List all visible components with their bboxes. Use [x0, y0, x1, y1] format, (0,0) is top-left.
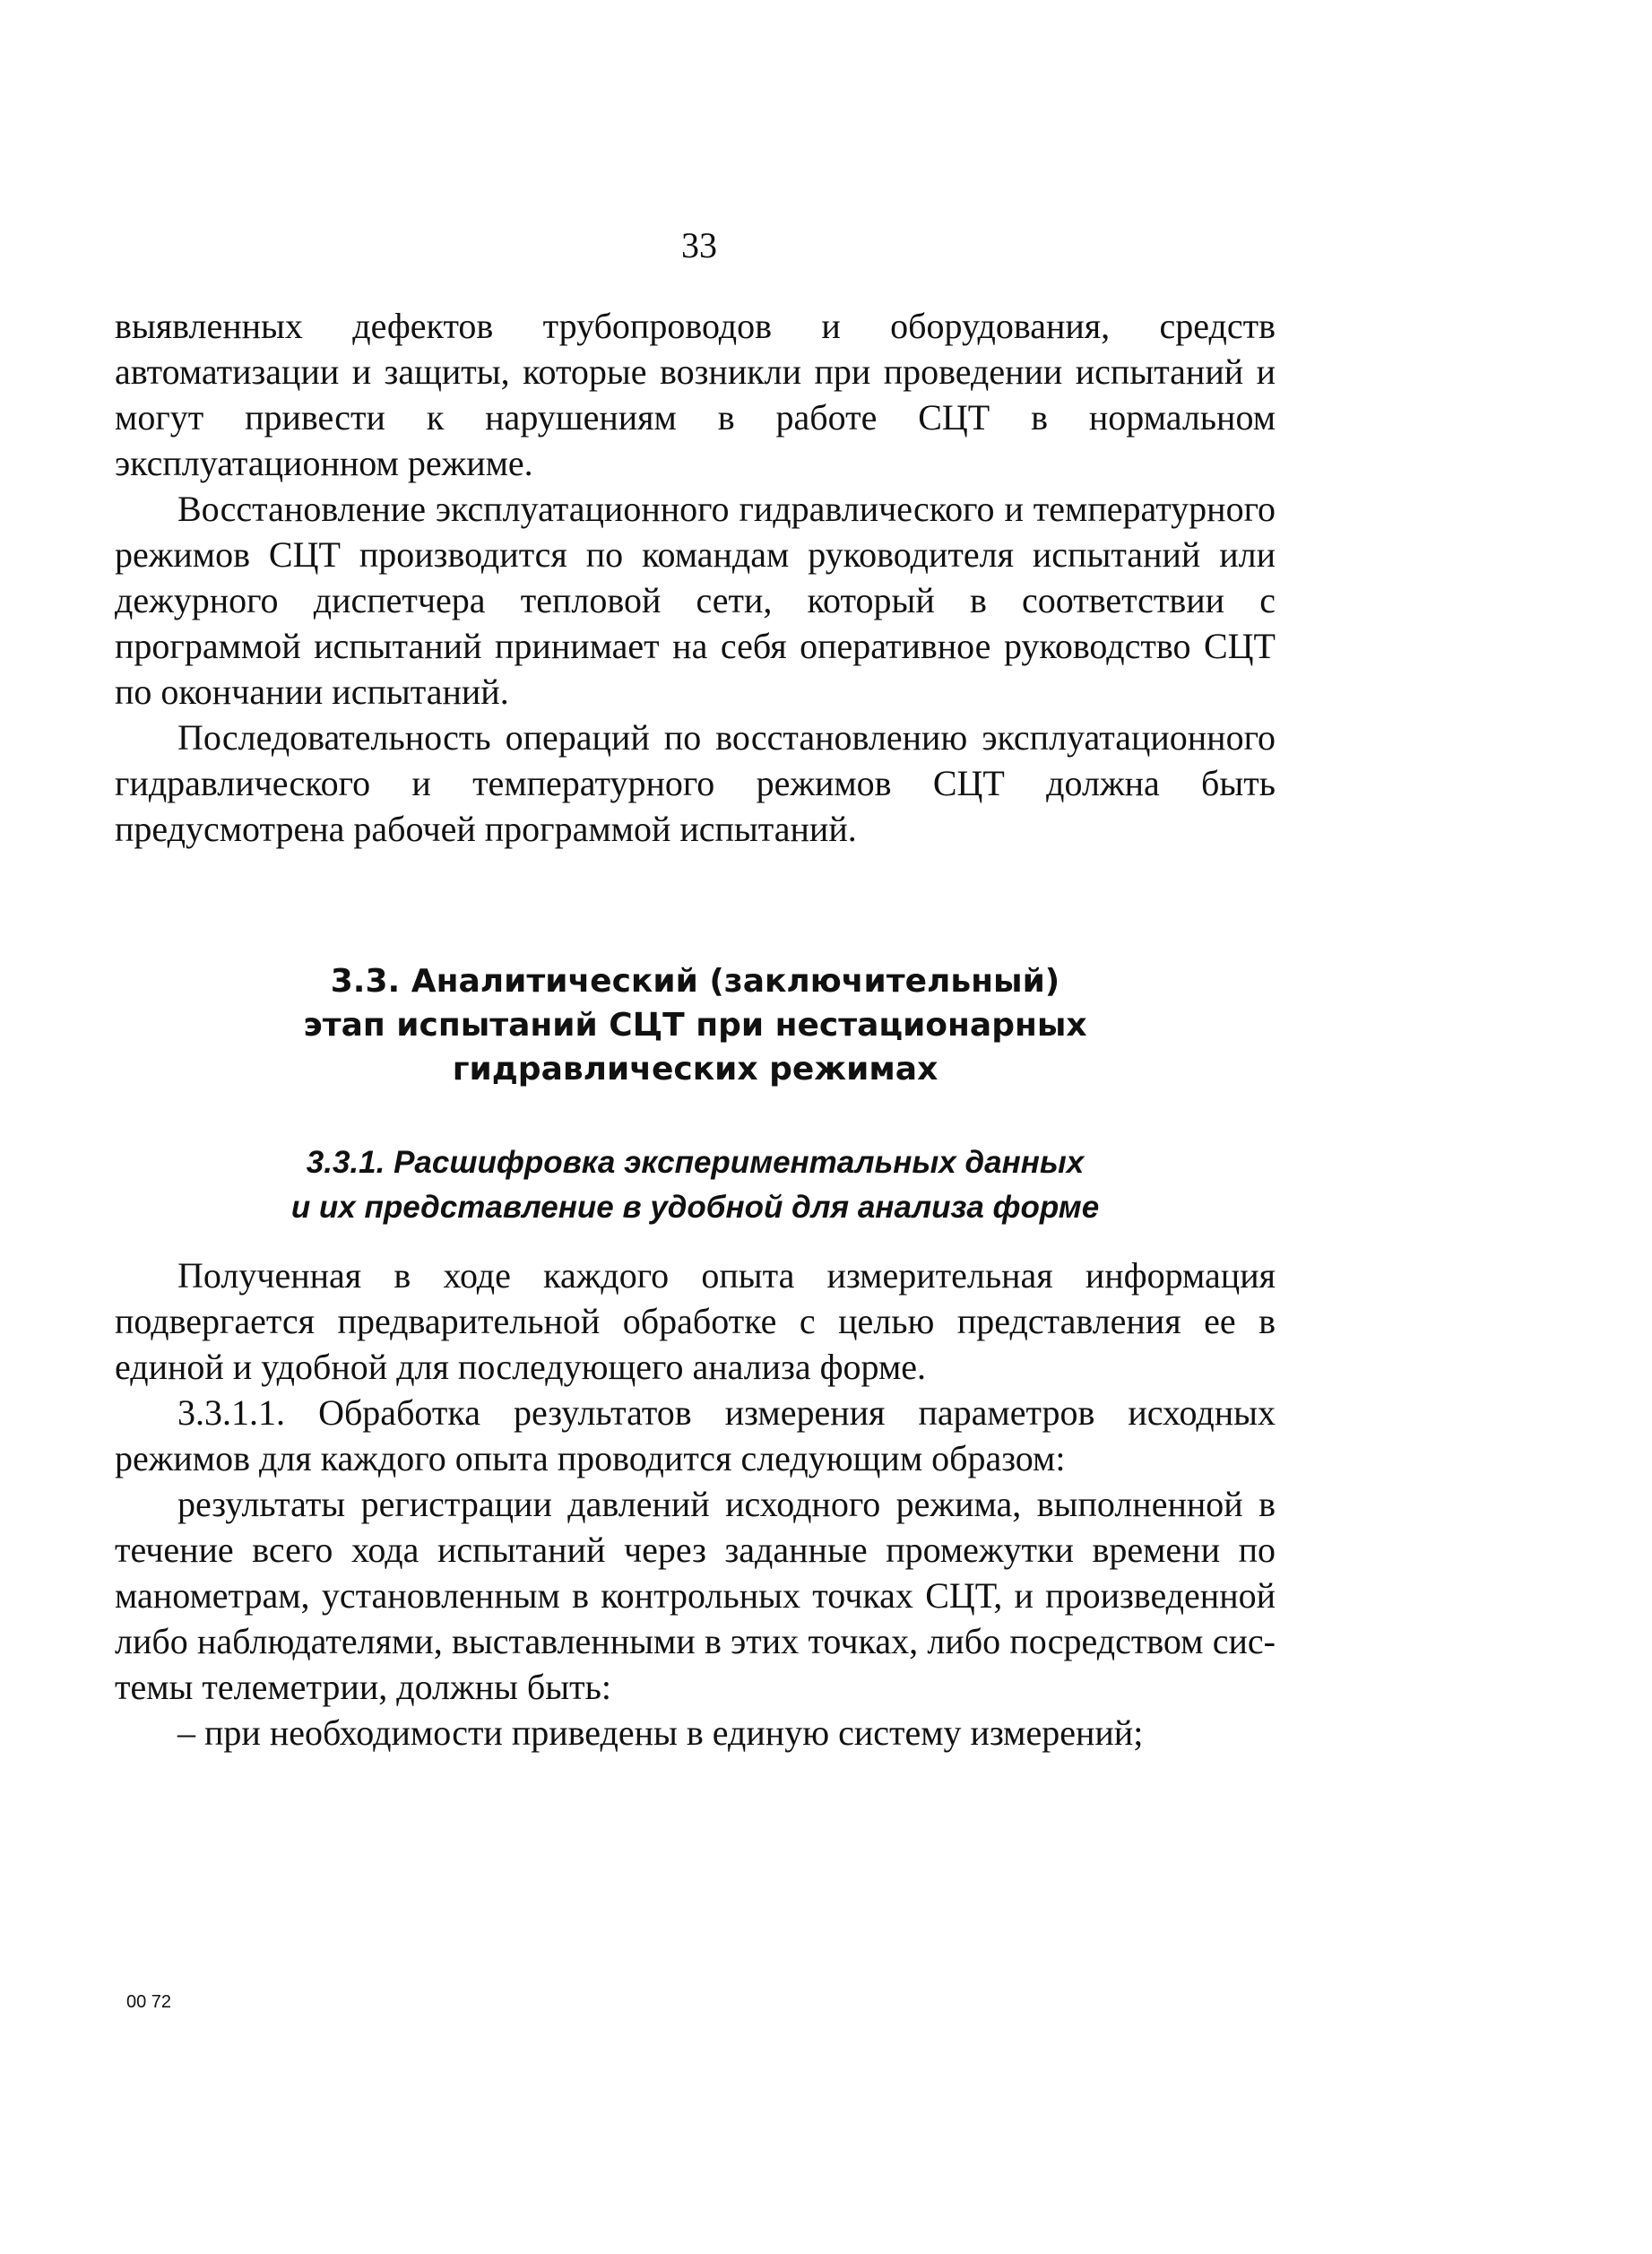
body-text-bottom [115, 1253, 1276, 1756]
paragraph: Полученная в ходе каждого опыта измерительная информация подвергается предварительной обработке с целью представления ее в единой и удобной для последующего анализа форме. [115, 1255, 1276, 1387]
page-number: 33 [681, 225, 717, 265]
footer-code: 00 72 [126, 1992, 172, 2012]
subsection-heading-line: 3.3.1. Расшифровка экспериментальных данных [306, 1145, 1085, 1180]
paragraph: Последовательность операций по восстановлению эксплуатационного гидравлического и температурного режимов СЦТ должна быть предусмотрена рабочей программой испытаний. [115, 717, 1276, 849]
paragraph: 3.3.1.1. Обработка результатов измерения параметров исходных режимов для каждого опыта проводится следующим образом: [115, 1392, 1276, 1478]
section-heading-line: этап испытаний СЦТ при нестационарных [303, 1007, 1087, 1044]
subsection-heading [115, 1140, 1276, 1230]
body-text-top [115, 303, 1276, 852]
paragraph: выявленных дефектов трубопроводов и оборудования, средств автоматизации и защиты, которые возникли при проведении испытаний и могут привести к нарушениям в работе СЦТ в нормальном эксплуатационном режиме. [115, 306, 1276, 483]
paragraph: Восстановление эксплуатационного гидравлического и температурного режимов СЦТ производится по командам руководителя испытаний или дежурного диспетчера тепловой сети, который в соответствии с программой испытаний принимает на себя оперативное руководство СЦТ по окончании испытаний. [115, 489, 1276, 712]
section-heading-line: 3.3. Аналитический (заключительный) [330, 963, 1060, 1000]
paragraph: результаты регистрации давлений исходного режима, выполненной в течение всего хода испытаний через заданные промежутки времени по манометрам, установленным в контрольных точках СЦТ, и произведенной либо наблюдателями, выставленными в этих точках, либо посредством системы телеметрии, должны быть: [115, 1484, 1276, 1707]
list-item: – при необходимости приведены в единую систему измерений; [177, 1712, 1144, 1753]
section-heading [115, 959, 1276, 1091]
section-heading-line: гидравлических режимах [452, 1051, 938, 1088]
subsection-heading-line: и их представление в удобной для анализа форме [290, 1190, 1100, 1225]
